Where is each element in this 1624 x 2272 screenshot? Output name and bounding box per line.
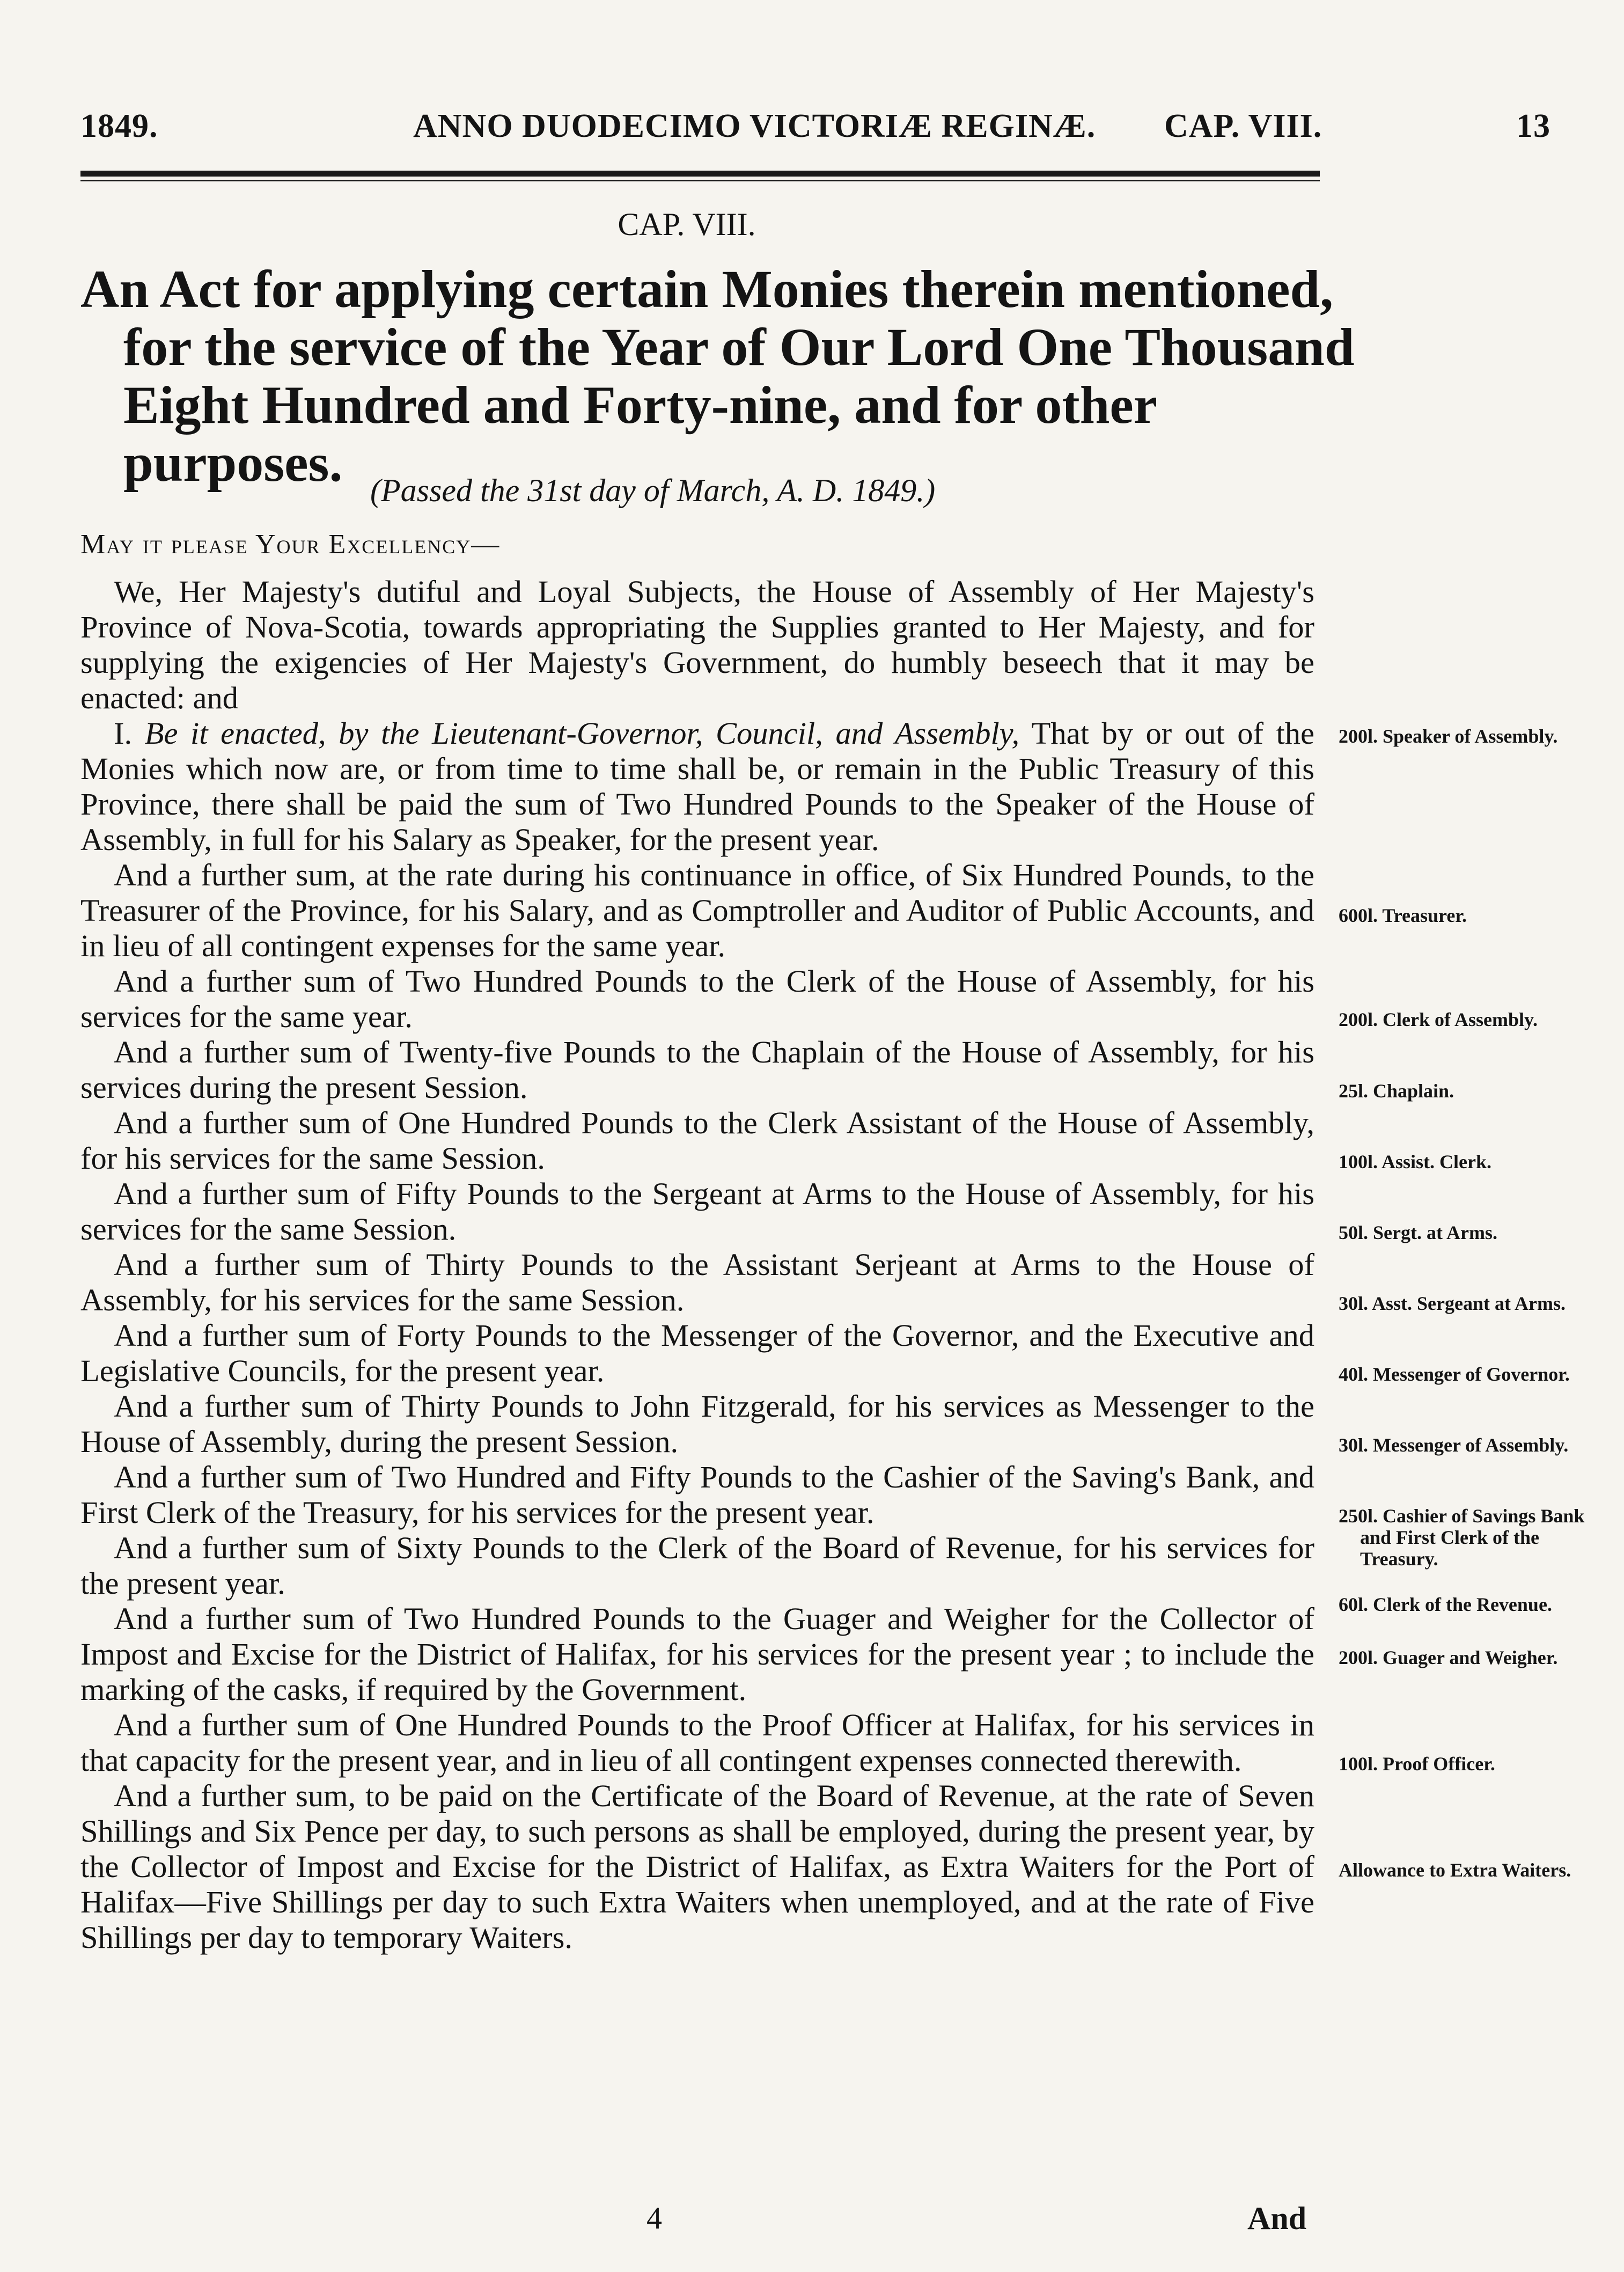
header-rule-thin	[80, 180, 1320, 181]
paragraph-messenger-assembly: And a further sum of Thirty Pounds to John Fitzgerald, for his services as Messenger to the House of Assembly, during the present Session.	[80, 1389, 1314, 1459]
margin-note: 200l. Guager and Weigher.	[1339, 1647, 1558, 1668]
running-head-chapter: CAP. VIII.	[1164, 108, 1322, 144]
paragraph-cashier: And a further sum of Two Hundred and Fifty Pounds to the Cashier of the Saving's Bank, and First Clerk of the Treasury, for his services for the present year.	[80, 1460, 1314, 1530]
margin-note: 30l. Messenger of Assembly.	[1339, 1434, 1569, 1456]
paragraph-clerk-revenue: And a further sum of Sixty Pounds to the Clerk of the Board of Revenue, for his services for the present year.	[80, 1530, 1314, 1601]
paragraph-clerk-of-assembly: And a further sum of Two Hundred Pounds to the Clerk of the House of Assembly, for his services for the same year.	[80, 964, 1314, 1034]
header-rule-thick	[80, 171, 1320, 177]
margin-note: 200l. Clerk of Assembly.	[1339, 1009, 1538, 1030]
margin-note: 250l. Cashier of Savings Bank and First Clerk of the Treasury.	[1339, 1505, 1585, 1570]
running-head	[80, 107, 1550, 156]
enacting-formula: Be it enacted, by the Lieutenant-Governor, Council, and Assembly,	[144, 716, 1020, 751]
margin-note: Allowance to Extra Waiters.	[1339, 1859, 1571, 1881]
page-number: 13	[1516, 108, 1550, 144]
paragraph-proof-officer: And a further sum of One Hundred Pounds to the Proof Officer at Halifax, for his services in that capacity for the present year, and in lieu of all contingent expenses connected therewith.	[80, 1707, 1314, 1778]
paragraph-clerk-assistant: And a further sum of One Hundred Pounds to the Clerk Assistant of the House of Assembly, for his services for the same Session.	[80, 1105, 1314, 1176]
section-number: I.	[114, 716, 133, 751]
paragraph-sergeant-at-arms: And a further sum of Fifty Pounds to the Sergeant at Arms to the House of Assembly, for his services for the same Session.	[80, 1176, 1314, 1247]
chapter-heading: CAP. VIII.	[618, 207, 756, 242]
paragraph-messenger-governor: And a further sum of Forty Pounds to the Messenger of the Governor, and the Executive and Legislative Councils, for the present year.	[80, 1318, 1314, 1388]
margin-note: 100l. Assist. Clerk.	[1339, 1151, 1492, 1172]
running-head-title: ANNO DUODECIMO VICTORIÆ REGINÆ.	[413, 108, 1096, 144]
passed-date-note: (Passed the 31st day of March, A. D. 1849.)	[370, 473, 936, 508]
margin-note: 60l. Clerk of the Revenue.	[1339, 1594, 1552, 1615]
paragraph-chaplain: And a further sum of Twenty-five Pounds to the Chaplain of the House of Assembly, for his services during the present Session.	[80, 1035, 1314, 1105]
preamble: We, Her Majesty's dutiful and Loyal Subjects, the House of Assembly of Her Majesty's Province of Nova-Scotia, towards appropriating the Supplies granted to Her Majesty, and for supplying the exigencies of Her Majesty's Government, do humbly beseech that it may be enacted: and	[80, 574, 1314, 715]
margin-note: 100l. Proof Officer.	[1339, 1753, 1495, 1775]
catchword: And	[1247, 2201, 1307, 2236]
paragraph-guager-weigher: And a further sum of Two Hundred Pounds to the Guager and Weigher for the Collector of Impost and Excise for the District of Halifax, for his services for the present year ; to include the marking of the casks, if required by the Government.	[80, 1601, 1314, 1707]
margin-note: 50l. Sergt. at Arms.	[1339, 1222, 1497, 1243]
paragraph-assistant-serjeant: And a further sum of Thirty Pounds to the Assistant Serjeant at Arms to the House of Assembly, for his services for the same Session.	[80, 1247, 1314, 1317]
act-title: An Act for applying certain Monies therein mentioned, for the service of the Year of Our Lord One Thousand Eight Hundred and Forty-nine, and for other purposes.	[80, 259, 1355, 493]
margin-note: 200l. Speaker of Assembly.	[1339, 725, 1558, 747]
act-body	[80, 574, 1314, 1955]
margin-note: 40l. Messenger of Governor.	[1339, 1364, 1570, 1385]
paragraph-extra-waiters: And a further sum, to be paid on the Certificate of the Board of Revenue, at the rate of Seven Shillings and Six Pence per day, to such persons as shall be employed, during the present year, by the Collector of Impost and Excise for the District of Halifax, as Extra Waiters for the Port of Halifax—Five Shillings per day to such Extra Waiters when unemployed, and at the rate of Five Shillings per day to temporary Waiters.	[80, 1778, 1314, 1955]
section-one	[80, 716, 1314, 858]
running-head-year: 1849.	[80, 108, 158, 144]
section-one-text: That by or out of the Monies which now are, or from time to time shall be, or remain in the Public Treasury of this Province, there shall be paid the sum of Two Hundred Pounds to the Speaker of the House of Assembly, in full for his Salary as Speaker, for the present year.	[80, 716, 1315, 857]
paragraph-treasurer: And a further sum, at the rate during his continuance in office, of Six Hundred Pounds, to the Treasurer of the Province, for his Salary, and as Comptroller and Auditor of Public Accounts, and in lieu of all contingent expenses for the same year.	[80, 858, 1314, 963]
margin-note: 25l. Chaplain.	[1339, 1080, 1454, 1102]
margin-note: 30l. Asst. Sergeant at Arms.	[1339, 1293, 1566, 1314]
margin-note: 600l. Treasurer.	[1339, 905, 1467, 926]
signature-mark: 4	[646, 2201, 662, 2236]
address-salutation: May it please Your Excellency—	[80, 529, 501, 560]
